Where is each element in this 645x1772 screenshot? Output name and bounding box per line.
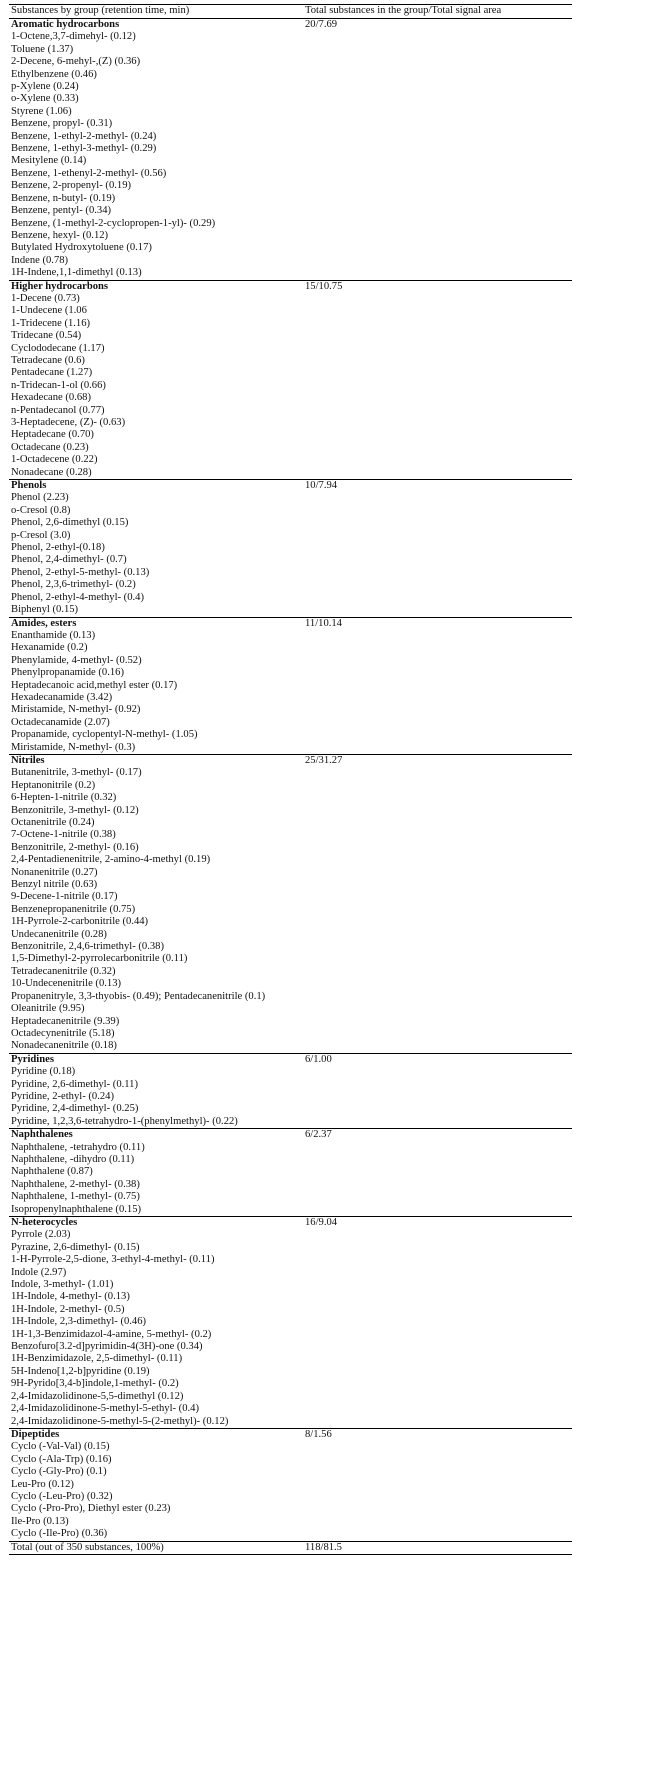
group-substances-cell bbox=[9, 754, 303, 1053]
substance-item: Phenylpropanamide (0.16) bbox=[11, 667, 124, 679]
column-header-substances: Substances by group (retention time, min) bbox=[9, 5, 303, 19]
total-row bbox=[9, 1541, 572, 1554]
group-total-cell: 15/10.75 bbox=[303, 280, 572, 480]
group-total-cell: 6/1.00 bbox=[303, 1053, 572, 1128]
substance-item: Octanenitrile (0.24) bbox=[11, 817, 95, 828]
substance-item: Isopropenylnaphthalene (0.15) bbox=[11, 1203, 142, 1215]
substance-item: Ile-Pro (0.13) bbox=[11, 1515, 69, 1527]
substance-item: Miristamide, N-methyl- (0.92) bbox=[11, 704, 141, 716]
substance-item: Pyridine (0.18) bbox=[11, 1066, 76, 1078]
substance-item: Phenol, 2-ethyl-5-methyl- (0.13) bbox=[11, 566, 150, 578]
substance-item: Propanenitryle, 3,3-thyobis- (0.49); Pentadecanenitrile (0.1) bbox=[11, 990, 266, 1002]
substance-item: 1-Tridecene (1.16) bbox=[11, 317, 91, 329]
total-value: 118/81.5 bbox=[303, 1541, 572, 1554]
group-name: Amides, esters bbox=[11, 617, 77, 629]
substance-item: Benzene, 2-propenyl- (0.19) bbox=[11, 180, 132, 192]
substance-item: 1H-Indole, 4-methyl- (0.13) bbox=[11, 1291, 130, 1303]
group-total-cell: 8/1.56 bbox=[303, 1428, 572, 1541]
substance-item: Propanamide, cyclopentyl-N-methyl- (1.05) bbox=[11, 729, 198, 741]
substance-item: Pyrazine, 2,6-dimethyl- (0.15) bbox=[11, 1241, 140, 1253]
substance-item: Tetradecanenitrile (0.32) bbox=[11, 965, 116, 977]
substance-item: Benzene, n-butyl- (0.19) bbox=[11, 192, 116, 204]
substance-item: 2,4-Pentadienenitrile, 2-amino-4-methyl (0.19) bbox=[11, 854, 211, 866]
substance-item: Naphthalene, 1-methyl- (0.75) bbox=[11, 1191, 140, 1203]
substance-item: Phenol, 2,6-dimethyl (0.15) bbox=[11, 517, 129, 529]
substance-item: Pyridine, 1,2,3,6-tetrahydro-1-(phenylmethyl)- (0.22) bbox=[11, 1115, 238, 1127]
substance-item: Cyclo (-Pro-Pro), Diethyl ester (0.23) bbox=[11, 1503, 171, 1515]
substance-item: Oleanitrile (9.95) bbox=[11, 1003, 85, 1015]
group-substances-cell bbox=[9, 1428, 303, 1541]
substance-item: Pyridine, 2,4-dimethyl- (0.25) bbox=[11, 1103, 139, 1115]
substance-item: Benzenepropanenitrile (0.75) bbox=[11, 903, 136, 915]
substance-item: 6-Hepten-1-nitrile (0.32) bbox=[11, 792, 117, 804]
substance-item: Hexadecanamide (3.42) bbox=[11, 691, 113, 703]
substance-item: Nonanenitrile (0.27) bbox=[11, 866, 98, 878]
group-substances-cell bbox=[9, 1129, 303, 1217]
group-row bbox=[9, 1217, 572, 1429]
substance-item: Benzene, 1-ethyl-3-methyl- (0.29) bbox=[11, 143, 157, 155]
substance-item: Benzonitrile, 3-methyl- (0.12) bbox=[11, 804, 139, 816]
substance-item: Undecanenitrile (0.28) bbox=[11, 928, 107, 940]
group-substances-cell bbox=[9, 280, 303, 480]
table-header-row bbox=[9, 5, 572, 19]
substance-item: 1-H-Pyrrole-2,5-dione, 3-ethyl-4-methyl- (0.11) bbox=[11, 1254, 215, 1266]
column-header-totals: Total substances in the group/Total signal area bbox=[303, 5, 572, 19]
substance-item: Cyclo (-Ile-Pro) (0.36) bbox=[11, 1528, 108, 1540]
substance-item: o-Xylene (0.33) bbox=[11, 93, 79, 105]
substance-item: Hexadecane (0.68) bbox=[11, 392, 91, 404]
group-substances-cell bbox=[9, 480, 303, 617]
group-row bbox=[9, 1428, 572, 1541]
group-name: N-heterocycles bbox=[11, 1217, 78, 1228]
group-substances-cell bbox=[9, 617, 303, 754]
group-row bbox=[9, 1129, 572, 1217]
substance-item: Miristamide, N-methyl- (0.3) bbox=[11, 741, 136, 753]
substance-item: Octadecane (0.23) bbox=[11, 441, 89, 453]
substance-item: 9H-Pyrido[3,4-b]indole,1-methyl- (0.2) bbox=[11, 1378, 179, 1390]
substance-item: Indole, 3-methyl- (1.01) bbox=[11, 1279, 114, 1291]
substance-item: Benzene, pentyl- (0.34) bbox=[11, 205, 112, 217]
substance-item: p-Cresol (3.0) bbox=[11, 529, 71, 541]
substance-item: Benzene, propyl- (0.31) bbox=[11, 118, 113, 130]
group-name: Higher hydrocarbons bbox=[11, 280, 109, 292]
substances-table bbox=[9, 4, 572, 1555]
group-name: Naphthalenes bbox=[11, 1129, 73, 1141]
substance-item: Benzonitrile, 2,4,6-trimethyl- (0.38) bbox=[11, 941, 164, 953]
substance-item: Biphenyl (0.15) bbox=[11, 604, 79, 616]
substance-item: Octadecanamide (2.07) bbox=[11, 716, 110, 728]
group-name: Pyridines bbox=[11, 1053, 54, 1065]
substance-item: Cyclo (-Ala-Trp) (0.16) bbox=[11, 1453, 112, 1465]
substance-item: Naphthalene (0.87) bbox=[11, 1166, 93, 1178]
substance-item: Benzene, (1-methyl-2-cyclopropen-1-yl)- (0.29) bbox=[11, 217, 216, 229]
group-total-cell: 16/9.04 bbox=[303, 1217, 572, 1429]
substance-item: Benzene, 1-ethenyl-2-methyl- (0.56) bbox=[11, 167, 167, 179]
substance-item: Tridecane (0.54) bbox=[11, 330, 82, 342]
substance-item: Benzene, 1-ethyl-2-methyl- (0.24) bbox=[11, 130, 157, 142]
substance-item: Nonadecane (0.28) bbox=[11, 466, 92, 478]
group-row bbox=[9, 754, 572, 1053]
substance-item: Phenylamide, 4-methyl- (0.52) bbox=[11, 654, 142, 666]
group-total-cell: 10/7.94 bbox=[303, 480, 572, 617]
substance-item: Naphthalene, -dihydro (0.11) bbox=[11, 1153, 135, 1165]
group-row bbox=[9, 280, 572, 480]
substance-item: Leu-Pro (0.12) bbox=[11, 1478, 74, 1490]
group-substances-cell bbox=[9, 1217, 303, 1429]
substance-item: Heptadecane (0.70) bbox=[11, 429, 94, 441]
group-row bbox=[9, 1053, 572, 1128]
substance-item: Phenol, 2,4-dimethyl- (0.7) bbox=[11, 554, 127, 566]
group-name: Aromatic hydrocarbons bbox=[11, 19, 120, 30]
substance-item: Cyclo (-Val-Val) (0.15) bbox=[11, 1441, 110, 1453]
substance-item: Pyridine, 2,6-dimethyl- (0.11) bbox=[11, 1078, 139, 1090]
substance-item: 1H-Indene,1,1-dimethyl (0.13) bbox=[11, 267, 142, 279]
substance-item: Mesitylene (0.14) bbox=[11, 155, 87, 167]
substance-item: Phenol, 2,3,6-trimethyl- (0.2) bbox=[11, 579, 136, 591]
group-row bbox=[9, 19, 572, 281]
substance-item: Styrene (1.06) bbox=[11, 105, 72, 117]
substance-item: 1-Octadecene (0.22) bbox=[11, 454, 98, 466]
substance-item: Enanthamide (0.13) bbox=[11, 629, 96, 641]
substance-item: p-Xylene (0.24) bbox=[11, 81, 79, 93]
substance-item: n-Pentadecanol (0.77) bbox=[11, 404, 105, 416]
substance-item: Cyclo (-Gly-Pro) (0.1) bbox=[11, 1466, 107, 1478]
group-name: Nitriles bbox=[11, 754, 45, 766]
substance-item: 1H-Indole, 2-methyl- (0.5) bbox=[11, 1303, 125, 1315]
substance-item: Ethylbenzene (0.46) bbox=[11, 68, 97, 80]
substance-item: Cyclododecane (1.17) bbox=[11, 342, 105, 354]
substance-item: Hexanamide (0.2) bbox=[11, 642, 88, 654]
group-substances-cell bbox=[9, 1053, 303, 1128]
group-total-cell: 6/2.37 bbox=[303, 1129, 572, 1217]
substance-item: 2-Decene, 6-mehyl-,(Z) (0.36) bbox=[11, 56, 141, 68]
substance-item: 9-Decene-1-nitrile (0.17) bbox=[11, 891, 118, 903]
substance-item: 7-Octene-1-nitrile (0.38) bbox=[11, 829, 116, 841]
total-label: Total (out of 350 substances, 100%) bbox=[9, 1541, 303, 1554]
substance-item: Octadecynenitrile (5.18) bbox=[11, 1027, 115, 1039]
substance-item: Pyrrole (2.03) bbox=[11, 1229, 71, 1241]
substance-item: Butanenitrile, 3-methyl- (0.17) bbox=[11, 767, 142, 779]
substance-item: 10-Undecenenitrile (0.13) bbox=[11, 978, 122, 990]
group-total-cell: 25/31.27 bbox=[303, 754, 572, 1053]
group-total-cell: 11/10.14 bbox=[303, 617, 572, 754]
group-substances-cell bbox=[9, 19, 303, 281]
substance-item: 1H-1,3-Benzimidazol-4-amine, 5-methyl- (0.2) bbox=[11, 1328, 212, 1340]
substance-item: 1-Decene (0.73) bbox=[11, 292, 80, 304]
substance-item: 1,5-Dimethyl-2-pyrrolecarbonitrile (0.11) bbox=[11, 953, 188, 965]
substance-item: 1H-Indole, 2,3-dimethyl- (0.46) bbox=[11, 1316, 147, 1328]
group-name: Phenols bbox=[11, 480, 47, 492]
substance-item: Benzonitrile, 2-methyl- (0.16) bbox=[11, 841, 139, 853]
substance-item: Heptanonitrile (0.2) bbox=[11, 779, 96, 791]
group-total-cell: 20/7.69 bbox=[303, 19, 572, 281]
substance-item: 2,4-Imidazolidinone-5-methyl-5-ethyl- (0.4) bbox=[11, 1403, 199, 1415]
substance-item: Benzyl nitrile (0.63) bbox=[11, 879, 98, 891]
substance-item: 5H-Indeno[1,2-b]pyridine (0.19) bbox=[11, 1365, 150, 1377]
substance-item: Phenol (2.23) bbox=[11, 492, 69, 504]
group-row bbox=[9, 480, 572, 617]
substance-item: Indene (0.78) bbox=[11, 254, 69, 266]
substance-item: Phenol, 2-ethyl-(0.18) bbox=[11, 542, 105, 554]
substance-item: n-Tridecan-1-ol (0.66) bbox=[11, 379, 106, 391]
substance-item: Naphthalene, 2-methyl- (0.38) bbox=[11, 1178, 140, 1190]
table-body bbox=[9, 19, 572, 1542]
substance-item: Toluene (1.37) bbox=[11, 43, 74, 55]
group-row bbox=[9, 617, 572, 754]
substance-item: 1-Octene,3,7-dimehyl- (0.12) bbox=[11, 31, 136, 43]
substance-item: o-Cresol (0.8) bbox=[11, 504, 71, 516]
substance-item: 2,4-Imidazolidinone-5,5-dimethyl (0.12) bbox=[11, 1390, 184, 1402]
substance-item: Tetradecane (0.6) bbox=[11, 354, 85, 366]
substance-item: Pentadecane (1.27) bbox=[11, 367, 93, 379]
substance-item: 1H-Pyrrole-2-carbonitrile (0.44) bbox=[11, 916, 149, 928]
substance-item: Heptadecanoic acid,methyl ester (0.17) bbox=[11, 679, 178, 691]
substance-item: Pyridine, 2-ethyl- (0.24) bbox=[11, 1090, 114, 1102]
substance-item: Nonadecanenitrile (0.18) bbox=[11, 1040, 117, 1052]
group-name: Dipeptides bbox=[11, 1428, 60, 1440]
substance-item: Benzofuro[3.2-d]pyrimidin-4(3H)-one (0.34) bbox=[11, 1341, 203, 1353]
substance-item: Phenol, 2-ethyl-4-methyl- (0.4) bbox=[11, 591, 144, 603]
substance-item: 1H-Benzimidazole, 2,5-dimethyl- (0.11) bbox=[11, 1353, 183, 1365]
substance-item: Indole (2.97) bbox=[11, 1266, 67, 1278]
substance-item: 2,4-Imidazolidinone-5-methyl-5-(2-methyl)- (0.12) bbox=[11, 1415, 229, 1427]
substance-item: Cyclo (-Leu-Pro) (0.32) bbox=[11, 1490, 113, 1502]
substance-item: Benzene, hexyl- (0.12) bbox=[11, 229, 109, 241]
substance-item: Naphthalene, -tetrahydro (0.11) bbox=[11, 1141, 145, 1153]
substance-item: Butylated Hydroxytoluene (0.17) bbox=[11, 242, 152, 254]
substance-item: 1-Undecene (1.06 bbox=[11, 305, 87, 317]
substance-item: Heptadecanenitrile (9.39) bbox=[11, 1015, 120, 1027]
substance-item: 3-Heptadecene, (Z)- (0.63) bbox=[11, 417, 126, 428]
